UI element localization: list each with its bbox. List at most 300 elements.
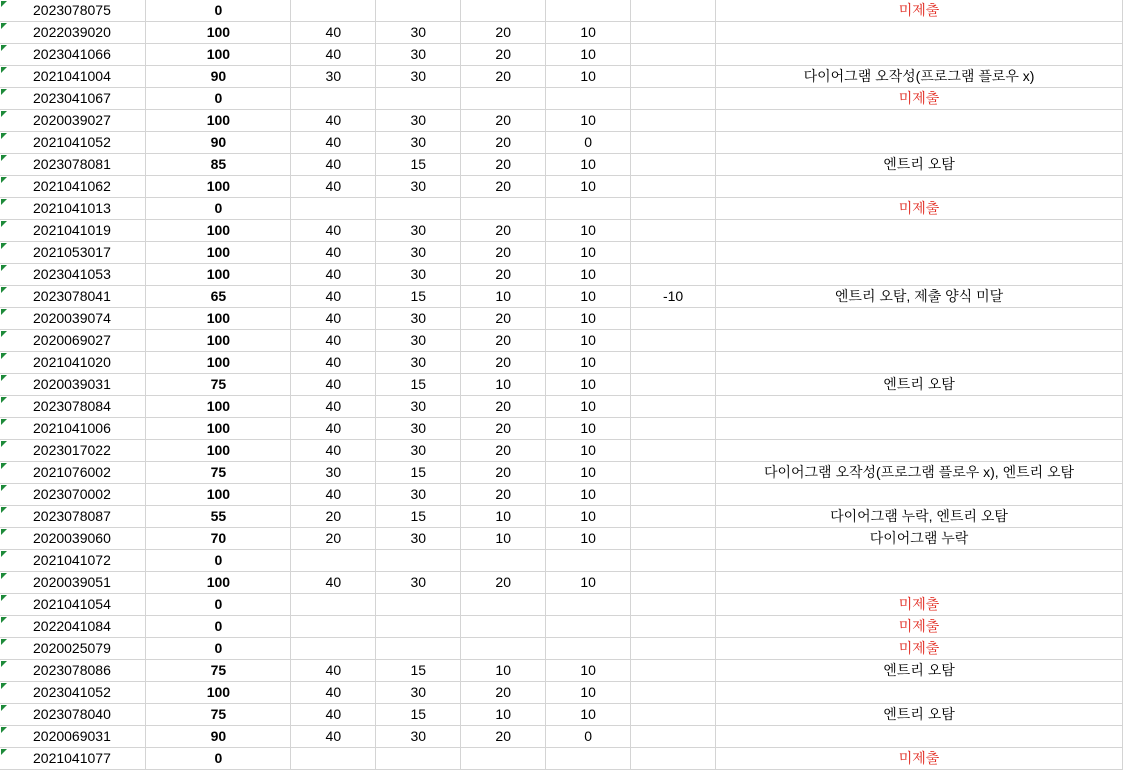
- adjustment-cell[interactable]: [631, 682, 716, 704]
- score-cell-1[interactable]: 40: [291, 726, 376, 748]
- adjustment-cell[interactable]: [631, 550, 716, 572]
- total-score-cell[interactable]: 65: [146, 286, 291, 308]
- adjustment-cell[interactable]: [631, 220, 716, 242]
- adjustment-cell[interactable]: [631, 748, 716, 770]
- note-cell[interactable]: 미제출: [716, 198, 1123, 220]
- score-cell-2[interactable]: 15: [376, 704, 461, 726]
- adjustment-cell[interactable]: [631, 44, 716, 66]
- score-cell-2[interactable]: 30: [376, 132, 461, 154]
- adjustment-cell[interactable]: [631, 484, 716, 506]
- score-cell-1[interactable]: [291, 88, 376, 110]
- adjustment-cell[interactable]: [631, 616, 716, 638]
- note-cell[interactable]: 엔트리 오탐: [716, 704, 1123, 726]
- total-score-cell[interactable]: 100: [146, 220, 291, 242]
- note-cell[interactable]: 미제출: [716, 748, 1123, 770]
- total-score-cell[interactable]: 100: [146, 110, 291, 132]
- total-score-cell[interactable]: 0: [146, 638, 291, 660]
- score-cell-4[interactable]: 10: [546, 506, 631, 528]
- score-cell-2[interactable]: 30: [376, 572, 461, 594]
- score-cell-4[interactable]: 10: [546, 484, 631, 506]
- score-cell-3[interactable]: 20: [461, 682, 546, 704]
- total-score-cell[interactable]: 70: [146, 528, 291, 550]
- note-cell[interactable]: [716, 330, 1123, 352]
- total-score-cell[interactable]: 100: [146, 440, 291, 462]
- score-cell-2[interactable]: 15: [376, 660, 461, 682]
- total-score-cell[interactable]: 75: [146, 462, 291, 484]
- score-cell-4[interactable]: 10: [546, 44, 631, 66]
- student-id-text: 2022039020: [33, 24, 111, 40]
- score-cell-3[interactable]: [461, 550, 546, 572]
- error-indicator-icon: [1, 639, 7, 645]
- score-cell-4[interactable]: 10: [546, 264, 631, 286]
- student-id-text: 2023078081: [33, 156, 111, 172]
- score-cell-2[interactable]: 30: [376, 264, 461, 286]
- score-cell-2[interactable]: [376, 594, 461, 616]
- note-cell[interactable]: [716, 682, 1123, 704]
- note-cell[interactable]: 다이어그램 오작성(프로그램 플로우 x), 엔트리 오탐: [716, 462, 1123, 484]
- student-id-cell[interactable]: [0, 550, 146, 572]
- score-cell-4[interactable]: 10: [546, 110, 631, 132]
- note-cell[interactable]: 미제출: [716, 0, 1123, 22]
- score-cell-1[interactable]: 40: [291, 132, 376, 154]
- score-cell-3[interactable]: 20: [461, 308, 546, 330]
- score-cell-1[interactable]: [291, 0, 376, 22]
- student-id-cell[interactable]: [0, 506, 146, 528]
- score-cell-1[interactable]: [291, 594, 376, 616]
- note-cell[interactable]: [716, 220, 1123, 242]
- score-cell-2[interactable]: [376, 748, 461, 770]
- score-cell-1[interactable]: 40: [291, 440, 376, 462]
- score-cell-4[interactable]: 10: [546, 660, 631, 682]
- total-score-cell[interactable]: 100: [146, 242, 291, 264]
- total-score-cell[interactable]: 0: [146, 748, 291, 770]
- error-indicator-icon: [1, 177, 7, 183]
- total-score-cell[interactable]: 0: [146, 88, 291, 110]
- score-cell-3[interactable]: [461, 638, 546, 660]
- error-indicator-icon: [1, 375, 7, 381]
- total-score-cell[interactable]: 100: [146, 418, 291, 440]
- score-cell-4[interactable]: 10: [546, 330, 631, 352]
- total-score-cell[interactable]: 0: [146, 198, 291, 220]
- note-cell[interactable]: [716, 242, 1123, 264]
- student-id-cell[interactable]: [0, 528, 146, 550]
- score-cell-2[interactable]: 30: [376, 176, 461, 198]
- total-score-cell[interactable]: 0: [146, 616, 291, 638]
- score-cell-4[interactable]: 10: [546, 66, 631, 88]
- student-id-cell[interactable]: [0, 110, 146, 132]
- score-cell-2[interactable]: 30: [376, 330, 461, 352]
- score-cell-1[interactable]: 20: [291, 528, 376, 550]
- total-score-cell[interactable]: 100: [146, 572, 291, 594]
- score-cell-1[interactable]: 40: [291, 22, 376, 44]
- student-id-cell[interactable]: [0, 638, 146, 660]
- score-cell-2[interactable]: [376, 616, 461, 638]
- score-cell-2[interactable]: [376, 198, 461, 220]
- score-cell-4[interactable]: 10: [546, 528, 631, 550]
- adjustment-cell[interactable]: [631, 726, 716, 748]
- student-id-cell[interactable]: [0, 154, 146, 176]
- total-score-cell[interactable]: 0: [146, 550, 291, 572]
- student-id-cell[interactable]: [0, 374, 146, 396]
- score-cell-1[interactable]: 40: [291, 242, 376, 264]
- score-cell-2[interactable]: 30: [376, 352, 461, 374]
- score-cell-1[interactable]: 40: [291, 682, 376, 704]
- score-cell-1[interactable]: 30: [291, 462, 376, 484]
- table-row: [0, 264, 1123, 286]
- total-score-cell[interactable]: 75: [146, 704, 291, 726]
- student-id-cell[interactable]: [0, 726, 146, 748]
- score-cell-2[interactable]: 15: [376, 374, 461, 396]
- score-cell-3[interactable]: 20: [461, 396, 546, 418]
- adjustment-cell[interactable]: [631, 396, 716, 418]
- score-cell-3[interactable]: 20: [461, 44, 546, 66]
- score-cell-4[interactable]: 10: [546, 154, 631, 176]
- student-id-cell[interactable]: [0, 484, 146, 506]
- score-cell-2[interactable]: 30: [376, 242, 461, 264]
- score-cell-4[interactable]: 0: [546, 726, 631, 748]
- score-cell-3[interactable]: 10: [461, 374, 546, 396]
- note-cell[interactable]: 엔트리 오탐: [716, 154, 1123, 176]
- student-id-cell[interactable]: [0, 308, 146, 330]
- score-cell-1[interactable]: 40: [291, 220, 376, 242]
- score-cell-2[interactable]: 15: [376, 462, 461, 484]
- error-indicator-icon: [1, 683, 7, 689]
- table-row: [0, 176, 1123, 198]
- score-cell-4[interactable]: [546, 0, 631, 22]
- score-cell-4[interactable]: 0: [546, 132, 631, 154]
- student-id-cell[interactable]: [0, 220, 146, 242]
- adjustment-cell[interactable]: [631, 110, 716, 132]
- score-cell-1[interactable]: 40: [291, 660, 376, 682]
- score-cell-1[interactable]: [291, 638, 376, 660]
- total-score-cell[interactable]: 100: [146, 682, 291, 704]
- note-cell[interactable]: [716, 572, 1123, 594]
- score-cell-3[interactable]: [461, 748, 546, 770]
- student-id-cell[interactable]: [0, 44, 146, 66]
- adjustment-cell[interactable]: [631, 330, 716, 352]
- error-indicator-icon: [1, 441, 7, 447]
- score-cell-4[interactable]: [546, 550, 631, 572]
- score-cell-2[interactable]: 30: [376, 396, 461, 418]
- score-cell-3[interactable]: 20: [461, 110, 546, 132]
- score-cell-3[interactable]: 20: [461, 154, 546, 176]
- score-cell-4[interactable]: 10: [546, 704, 631, 726]
- score-cell-3[interactable]: 10: [461, 704, 546, 726]
- score-cell-2[interactable]: [376, 550, 461, 572]
- score-cell-2[interactable]: 30: [376, 66, 461, 88]
- score-cell-4[interactable]: [546, 594, 631, 616]
- adjustment-cell[interactable]: [631, 352, 716, 374]
- note-cell[interactable]: [716, 550, 1123, 572]
- note-cell[interactable]: [716, 440, 1123, 462]
- table-row: [0, 418, 1123, 440]
- score-cell-2[interactable]: 15: [376, 506, 461, 528]
- score-cell-4[interactable]: 10: [546, 242, 631, 264]
- student-id-text: 2023017022: [33, 442, 111, 458]
- score-cell-4[interactable]: [546, 198, 631, 220]
- score-cell-2[interactable]: [376, 638, 461, 660]
- total-score-cell[interactable]: 90: [146, 66, 291, 88]
- score-cell-3[interactable]: [461, 594, 546, 616]
- score-cell-1[interactable]: 40: [291, 484, 376, 506]
- table-row: [0, 440, 1123, 462]
- score-cell-3[interactable]: 20: [461, 264, 546, 286]
- score-cell-3[interactable]: 10: [461, 660, 546, 682]
- score-cell-2[interactable]: [376, 88, 461, 110]
- table-row: [0, 682, 1123, 704]
- score-cell-1[interactable]: 40: [291, 44, 376, 66]
- total-score-cell[interactable]: 90: [146, 132, 291, 154]
- score-cell-4[interactable]: [546, 748, 631, 770]
- total-score-cell[interactable]: 100: [146, 330, 291, 352]
- score-cell-3[interactable]: 20: [461, 462, 546, 484]
- score-cell-3[interactable]: 20: [461, 132, 546, 154]
- score-cell-1[interactable]: 40: [291, 418, 376, 440]
- student-id-cell[interactable]: [0, 0, 146, 22]
- score-cell-2[interactable]: 30: [376, 682, 461, 704]
- student-id-text: 2020039051: [33, 574, 111, 590]
- score-cell-3[interactable]: 20: [461, 242, 546, 264]
- score-cell-2[interactable]: 30: [376, 44, 461, 66]
- student-id-cell[interactable]: [0, 594, 146, 616]
- score-cell-4[interactable]: [546, 88, 631, 110]
- score-cell-2[interactable]: 30: [376, 418, 461, 440]
- total-score-cell[interactable]: 100: [146, 44, 291, 66]
- score-cell-1[interactable]: 40: [291, 176, 376, 198]
- student-id-cell[interactable]: [0, 440, 146, 462]
- student-id-cell[interactable]: [0, 462, 146, 484]
- adjustment-cell[interactable]: [631, 66, 716, 88]
- student-id-cell[interactable]: [0, 176, 146, 198]
- adjustment-cell[interactable]: [631, 374, 716, 396]
- note-cell[interactable]: 엔트리 오탐: [716, 660, 1123, 682]
- score-cell-1[interactable]: 40: [291, 704, 376, 726]
- score-cell-2[interactable]: 15: [376, 154, 461, 176]
- error-indicator-icon: [1, 155, 7, 161]
- total-score-cell[interactable]: 100: [146, 308, 291, 330]
- adjustment-cell[interactable]: [631, 176, 716, 198]
- score-cell-1[interactable]: 40: [291, 154, 376, 176]
- adjustment-cell[interactable]: [631, 440, 716, 462]
- score-cell-4[interactable]: 10: [546, 440, 631, 462]
- score-cell-2[interactable]: 30: [376, 220, 461, 242]
- adjustment-cell[interactable]: [631, 132, 716, 154]
- table-row: [0, 44, 1123, 66]
- note-cell[interactable]: 미제출: [716, 638, 1123, 660]
- adjustment-cell[interactable]: [631, 22, 716, 44]
- score-cell-1[interactable]: 20: [291, 506, 376, 528]
- note-cell[interactable]: [716, 726, 1123, 748]
- note-cell[interactable]: 엔트리 오탐, 제출 양식 미달: [716, 286, 1123, 308]
- score-cell-2[interactable]: 15: [376, 286, 461, 308]
- adjustment-cell[interactable]: [631, 308, 716, 330]
- student-id-cell[interactable]: [0, 198, 146, 220]
- score-cell-3[interactable]: 20: [461, 440, 546, 462]
- table-row: [0, 572, 1123, 594]
- note-cell[interactable]: 미제출: [716, 594, 1123, 616]
- note-cell[interactable]: [716, 110, 1123, 132]
- score-cell-3[interactable]: [461, 616, 546, 638]
- note-cell[interactable]: [716, 264, 1123, 286]
- note-cell[interactable]: 다이어그램 오작성(프로그램 플로우 x): [716, 66, 1123, 88]
- note-cell[interactable]: 미제출: [716, 616, 1123, 638]
- score-cell-4[interactable]: 10: [546, 572, 631, 594]
- score-cell-1[interactable]: 40: [291, 352, 376, 374]
- score-cell-3[interactable]: [461, 88, 546, 110]
- total-score-cell[interactable]: 100: [146, 352, 291, 374]
- adjustment-cell[interactable]: [631, 264, 716, 286]
- score-cell-1[interactable]: 40: [291, 264, 376, 286]
- total-score-cell[interactable]: 75: [146, 374, 291, 396]
- adjustment-cell[interactable]: [631, 154, 716, 176]
- score-cell-2[interactable]: 30: [376, 308, 461, 330]
- total-score-cell[interactable]: 85: [146, 154, 291, 176]
- score-cell-2[interactable]: 30: [376, 484, 461, 506]
- total-score-cell[interactable]: 100: [146, 176, 291, 198]
- total-score-cell[interactable]: 100: [146, 484, 291, 506]
- student-id-cell[interactable]: [0, 396, 146, 418]
- note-cell[interactable]: 다이어그램 누락, 엔트리 오탐: [716, 506, 1123, 528]
- score-cell-4[interactable]: 10: [546, 286, 631, 308]
- student-id-cell[interactable]: [0, 748, 146, 770]
- score-cell-2[interactable]: 30: [376, 110, 461, 132]
- score-cell-4[interactable]: 10: [546, 352, 631, 374]
- score-cell-3[interactable]: [461, 198, 546, 220]
- adjustment-cell[interactable]: [631, 88, 716, 110]
- score-cell-2[interactable]: 30: [376, 440, 461, 462]
- score-cell-4[interactable]: 10: [546, 176, 631, 198]
- score-cell-4[interactable]: 10: [546, 308, 631, 330]
- score-cell-3[interactable]: 20: [461, 418, 546, 440]
- score-cell-3[interactable]: 20: [461, 572, 546, 594]
- student-id-cell[interactable]: [0, 132, 146, 154]
- student-id-cell[interactable]: [0, 660, 146, 682]
- note-cell[interactable]: [716, 308, 1123, 330]
- total-score-cell[interactable]: 0: [146, 594, 291, 616]
- score-cell-4[interactable]: 10: [546, 220, 631, 242]
- student-id-cell[interactable]: [0, 616, 146, 638]
- score-cell-4[interactable]: 10: [546, 462, 631, 484]
- adjustment-cell[interactable]: [631, 0, 716, 22]
- student-id-cell[interactable]: [0, 264, 146, 286]
- score-cell-3[interactable]: 20: [461, 176, 546, 198]
- score-cell-1[interactable]: 30: [291, 66, 376, 88]
- note-cell[interactable]: [716, 352, 1123, 374]
- score-cell-2[interactable]: 30: [376, 22, 461, 44]
- score-cell-4[interactable]: 10: [546, 418, 631, 440]
- note-cell[interactable]: [716, 176, 1123, 198]
- score-cell-1[interactable]: [291, 748, 376, 770]
- adjustment-cell[interactable]: [631, 198, 716, 220]
- score-cell-4[interactable]: 10: [546, 396, 631, 418]
- note-cell[interactable]: [716, 132, 1123, 154]
- score-cell-1[interactable]: 40: [291, 110, 376, 132]
- score-cell-4[interactable]: 10: [546, 682, 631, 704]
- note-cell[interactable]: [716, 396, 1123, 418]
- total-score-cell[interactable]: 100: [146, 22, 291, 44]
- total-score-cell[interactable]: 0: [146, 0, 291, 22]
- score-cell-1[interactable]: [291, 550, 376, 572]
- student-id-cell[interactable]: [0, 88, 146, 110]
- adjustment-cell[interactable]: [631, 660, 716, 682]
- note-cell[interactable]: 미제출: [716, 88, 1123, 110]
- total-score-cell[interactable]: 55: [146, 506, 291, 528]
- adjustment-cell[interactable]: [631, 418, 716, 440]
- adjustment-cell[interactable]: [631, 242, 716, 264]
- note-cell[interactable]: [716, 44, 1123, 66]
- score-cell-3[interactable]: 20: [461, 484, 546, 506]
- student-id-cell[interactable]: [0, 66, 146, 88]
- score-cell-3[interactable]: 10: [461, 286, 546, 308]
- adjustment-cell[interactable]: -10: [631, 286, 716, 308]
- score-cell-1[interactable]: 40: [291, 374, 376, 396]
- score-cell-1[interactable]: 40: [291, 330, 376, 352]
- table-row: [0, 352, 1123, 374]
- student-id-cell[interactable]: [0, 22, 146, 44]
- score-cell-3[interactable]: [461, 0, 546, 22]
- score-cell-4[interactable]: 10: [546, 22, 631, 44]
- total-score-cell[interactable]: 100: [146, 264, 291, 286]
- score-cell-1[interactable]: 40: [291, 396, 376, 418]
- student-id-cell[interactable]: [0, 242, 146, 264]
- score-cell-4[interactable]: 10: [546, 374, 631, 396]
- total-score-cell[interactable]: 100: [146, 396, 291, 418]
- student-id-cell[interactable]: [0, 286, 146, 308]
- score-cell-1[interactable]: 40: [291, 308, 376, 330]
- score-cell-1[interactable]: [291, 198, 376, 220]
- score-cell-2[interactable]: [376, 0, 461, 22]
- score-cell-3[interactable]: 20: [461, 330, 546, 352]
- score-cell-2[interactable]: 30: [376, 726, 461, 748]
- score-cell-3[interactable]: 10: [461, 528, 546, 550]
- adjustment-cell[interactable]: [631, 594, 716, 616]
- adjustment-cell[interactable]: [631, 704, 716, 726]
- student-id-cell[interactable]: [0, 682, 146, 704]
- score-cell-3[interactable]: 20: [461, 66, 546, 88]
- note-cell[interactable]: [716, 484, 1123, 506]
- score-cell-3[interactable]: 20: [461, 352, 546, 374]
- score-cell-2[interactable]: 30: [376, 528, 461, 550]
- score-cell-4[interactable]: [546, 638, 631, 660]
- student-id-cell[interactable]: [0, 418, 146, 440]
- student-id-cell[interactable]: [0, 572, 146, 594]
- total-score-cell[interactable]: 75: [146, 660, 291, 682]
- student-id-cell[interactable]: [0, 352, 146, 374]
- score-cell-3[interactable]: 20: [461, 22, 546, 44]
- note-cell[interactable]: [716, 22, 1123, 44]
- note-cell[interactable]: 다이어그램 누락: [716, 528, 1123, 550]
- adjustment-cell[interactable]: [631, 462, 716, 484]
- score-cell-1[interactable]: 40: [291, 572, 376, 594]
- score-cell-3[interactable]: 20: [461, 220, 546, 242]
- score-cell-1[interactable]: [291, 616, 376, 638]
- score-cell-1[interactable]: 40: [291, 286, 376, 308]
- student-id-cell[interactable]: [0, 704, 146, 726]
- adjustment-cell[interactable]: [631, 638, 716, 660]
- error-indicator-icon: [1, 1, 7, 7]
- error-indicator-icon: [1, 529, 7, 535]
- adjustment-cell[interactable]: [631, 528, 716, 550]
- score-cell-4[interactable]: [546, 616, 631, 638]
- score-cell-3[interactable]: 20: [461, 726, 546, 748]
- student-id-cell[interactable]: [0, 330, 146, 352]
- total-score-cell[interactable]: 90: [146, 726, 291, 748]
- adjustment-cell[interactable]: [631, 572, 716, 594]
- note-cell[interactable]: 엔트리 오탐: [716, 374, 1123, 396]
- note-cell[interactable]: [716, 418, 1123, 440]
- adjustment-cell[interactable]: [631, 506, 716, 528]
- score-cell-3[interactable]: 10: [461, 506, 546, 528]
